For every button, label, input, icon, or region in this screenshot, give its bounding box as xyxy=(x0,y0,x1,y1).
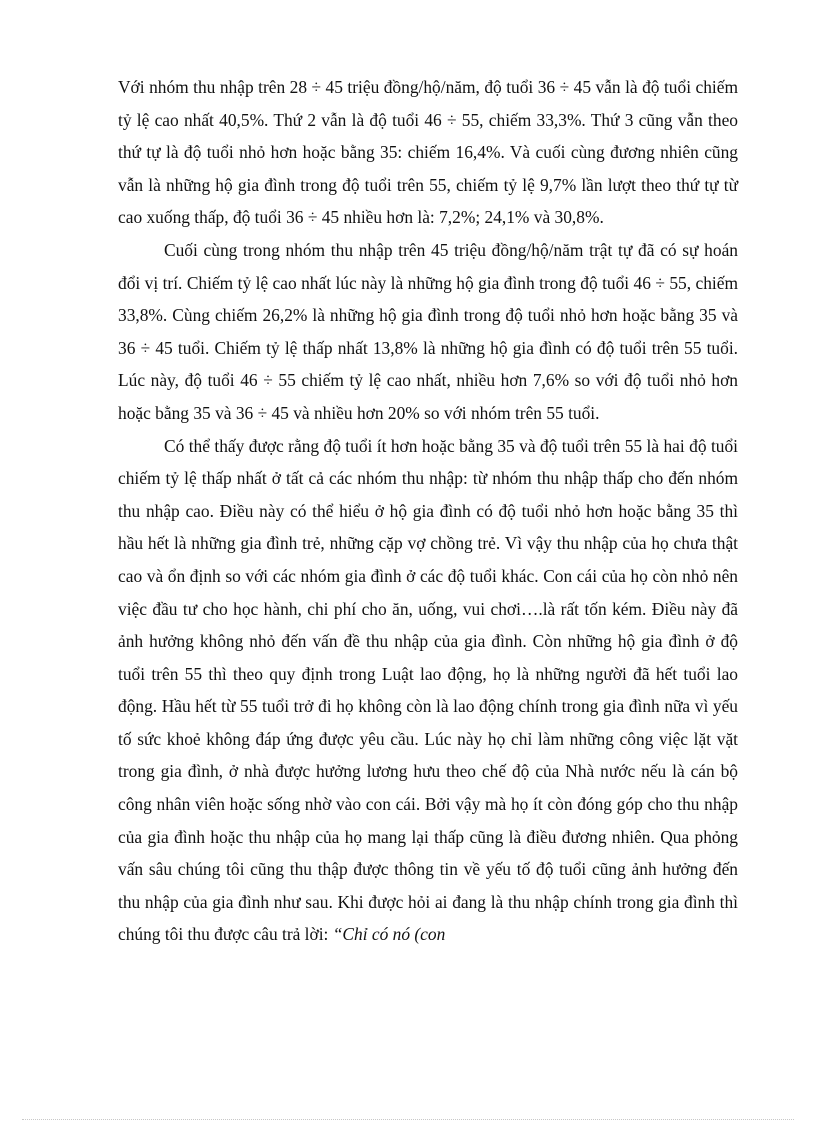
paragraph-age-analysis xyxy=(118,430,738,952)
document-page xyxy=(118,71,738,951)
paragraph-age-analysis-text: Có thể thấy được rằng độ tuổi ít hơn hoặc bằng 35 và độ tuổi trên 55 là hai độ tuổi chiếm tỷ lệ thấp nhất ở tất cả các nhóm thu nhập: từ nhóm thu nhập thấp cho đến nhóm thu nhập cao. Điều này có thể hiểu ở hộ gia đình có độ tuổi nhỏ hơn hoặc bằng 35 thì hầu hết là những gia đình trẻ, những cặp vợ chồng trẻ. Vì vậy thu nhập của họ chưa thật cao và ổn định so với các nhóm gia đình ở các độ tuổi khác. Con cái của họ còn nhỏ nên việc đầu tư cho học hành, chi phí cho ăn, uống, vui chơi….là rất tốn kém. Điều này đã ảnh hưởng không nhỏ đến vấn đề thu nhập của gia đình. Còn những hộ gia đình ở độ tuổi trên 55 thì theo quy định trong Luật lao động, họ là những người đã hết tuổi lao động. Hầu hết từ 55 tuổi trở đi họ không còn là lao động chính trong gia đình nữa vì yếu tố sức khoẻ không đáp ứng được yêu cầu. Lúc này họ chỉ làm những công việc lặt vặt trong gia đình, ở nhà được hưởng lương hưu theo chế độ của Nhà nước nếu là cán bộ công nhân viên hoặc sống nhờ vào con cái. Bởi vậy mà họ ít còn đóng góp cho thu nhập của gia đình hoặc thu nhập của họ mang lại thấp cũng là điều đương nhiên. Qua phỏng vấn sâu chúng tôi cũng thu thập được thông tin về yếu tố độ tuổi cũng ảnh hưởng đến thu nhập của gia đình như sau. Khi được hỏi ai đang là thu nhập chính trong gia đình thì chúng tôi thu được câu trả lời: xyxy=(118,435,738,945)
page-bottom-divider xyxy=(22,1119,794,1120)
paragraph-income-28-45: Với nhóm thu nhập trên 28 ÷ 45 triệu đồng/hộ/năm, độ tuổi 36 ÷ 45 vẫn là độ tuổi chiếm tỷ lệ cao nhất 40,5%. Thứ 2 vẫn là độ tuổi 46 ÷ 55, chiếm 33,3%. Thứ 3 cũng vẫn theo thứ tự là độ tuổi nhỏ hơn hoặc bằng 35: chiếm 16,4%. Và cuối cùng đương nhiên cũng vẫn là những hộ gia đình trong độ tuổi trên 55, chiếm tỷ lệ 9,7% lần lượt theo thứ tự từ cao xuống thấp, độ tuổi 36 ÷ 45 nhiều hơn là: 7,2%; 24,1% và 30,8%. xyxy=(118,77,738,228)
interview-quote: “Chỉ có nó (con xyxy=(332,924,446,945)
paragraph-income-over-45: Cuối cùng trong nhóm thu nhập trên 45 triệu đồng/hộ/năm trật tự đã có sự hoán đổi vị trí. Chiếm tỷ lệ cao nhất lúc này là những hộ gia đình trong độ tuổi 46 ÷ 55, chiếm 33,8%. Cùng chiếm 26,2% là những hộ gia đình trong độ tuổi nhỏ hơn hoặc bằng 35 và 36 ÷ 45 tuổi. Chiếm tỷ lệ thấp nhất 13,8% là những hộ gia đình có độ tuổi trên 55 tuổi. Lúc này, độ tuổi 46 ÷ 55 chiếm tỷ lệ cao nhất, nhiều hơn 7,6% so với độ tuổi nhỏ hơn hoặc bằng 35 và 36 ÷ 45 và nhiều hơn 20% so với nhóm trên 55 tuổi. xyxy=(118,239,738,423)
